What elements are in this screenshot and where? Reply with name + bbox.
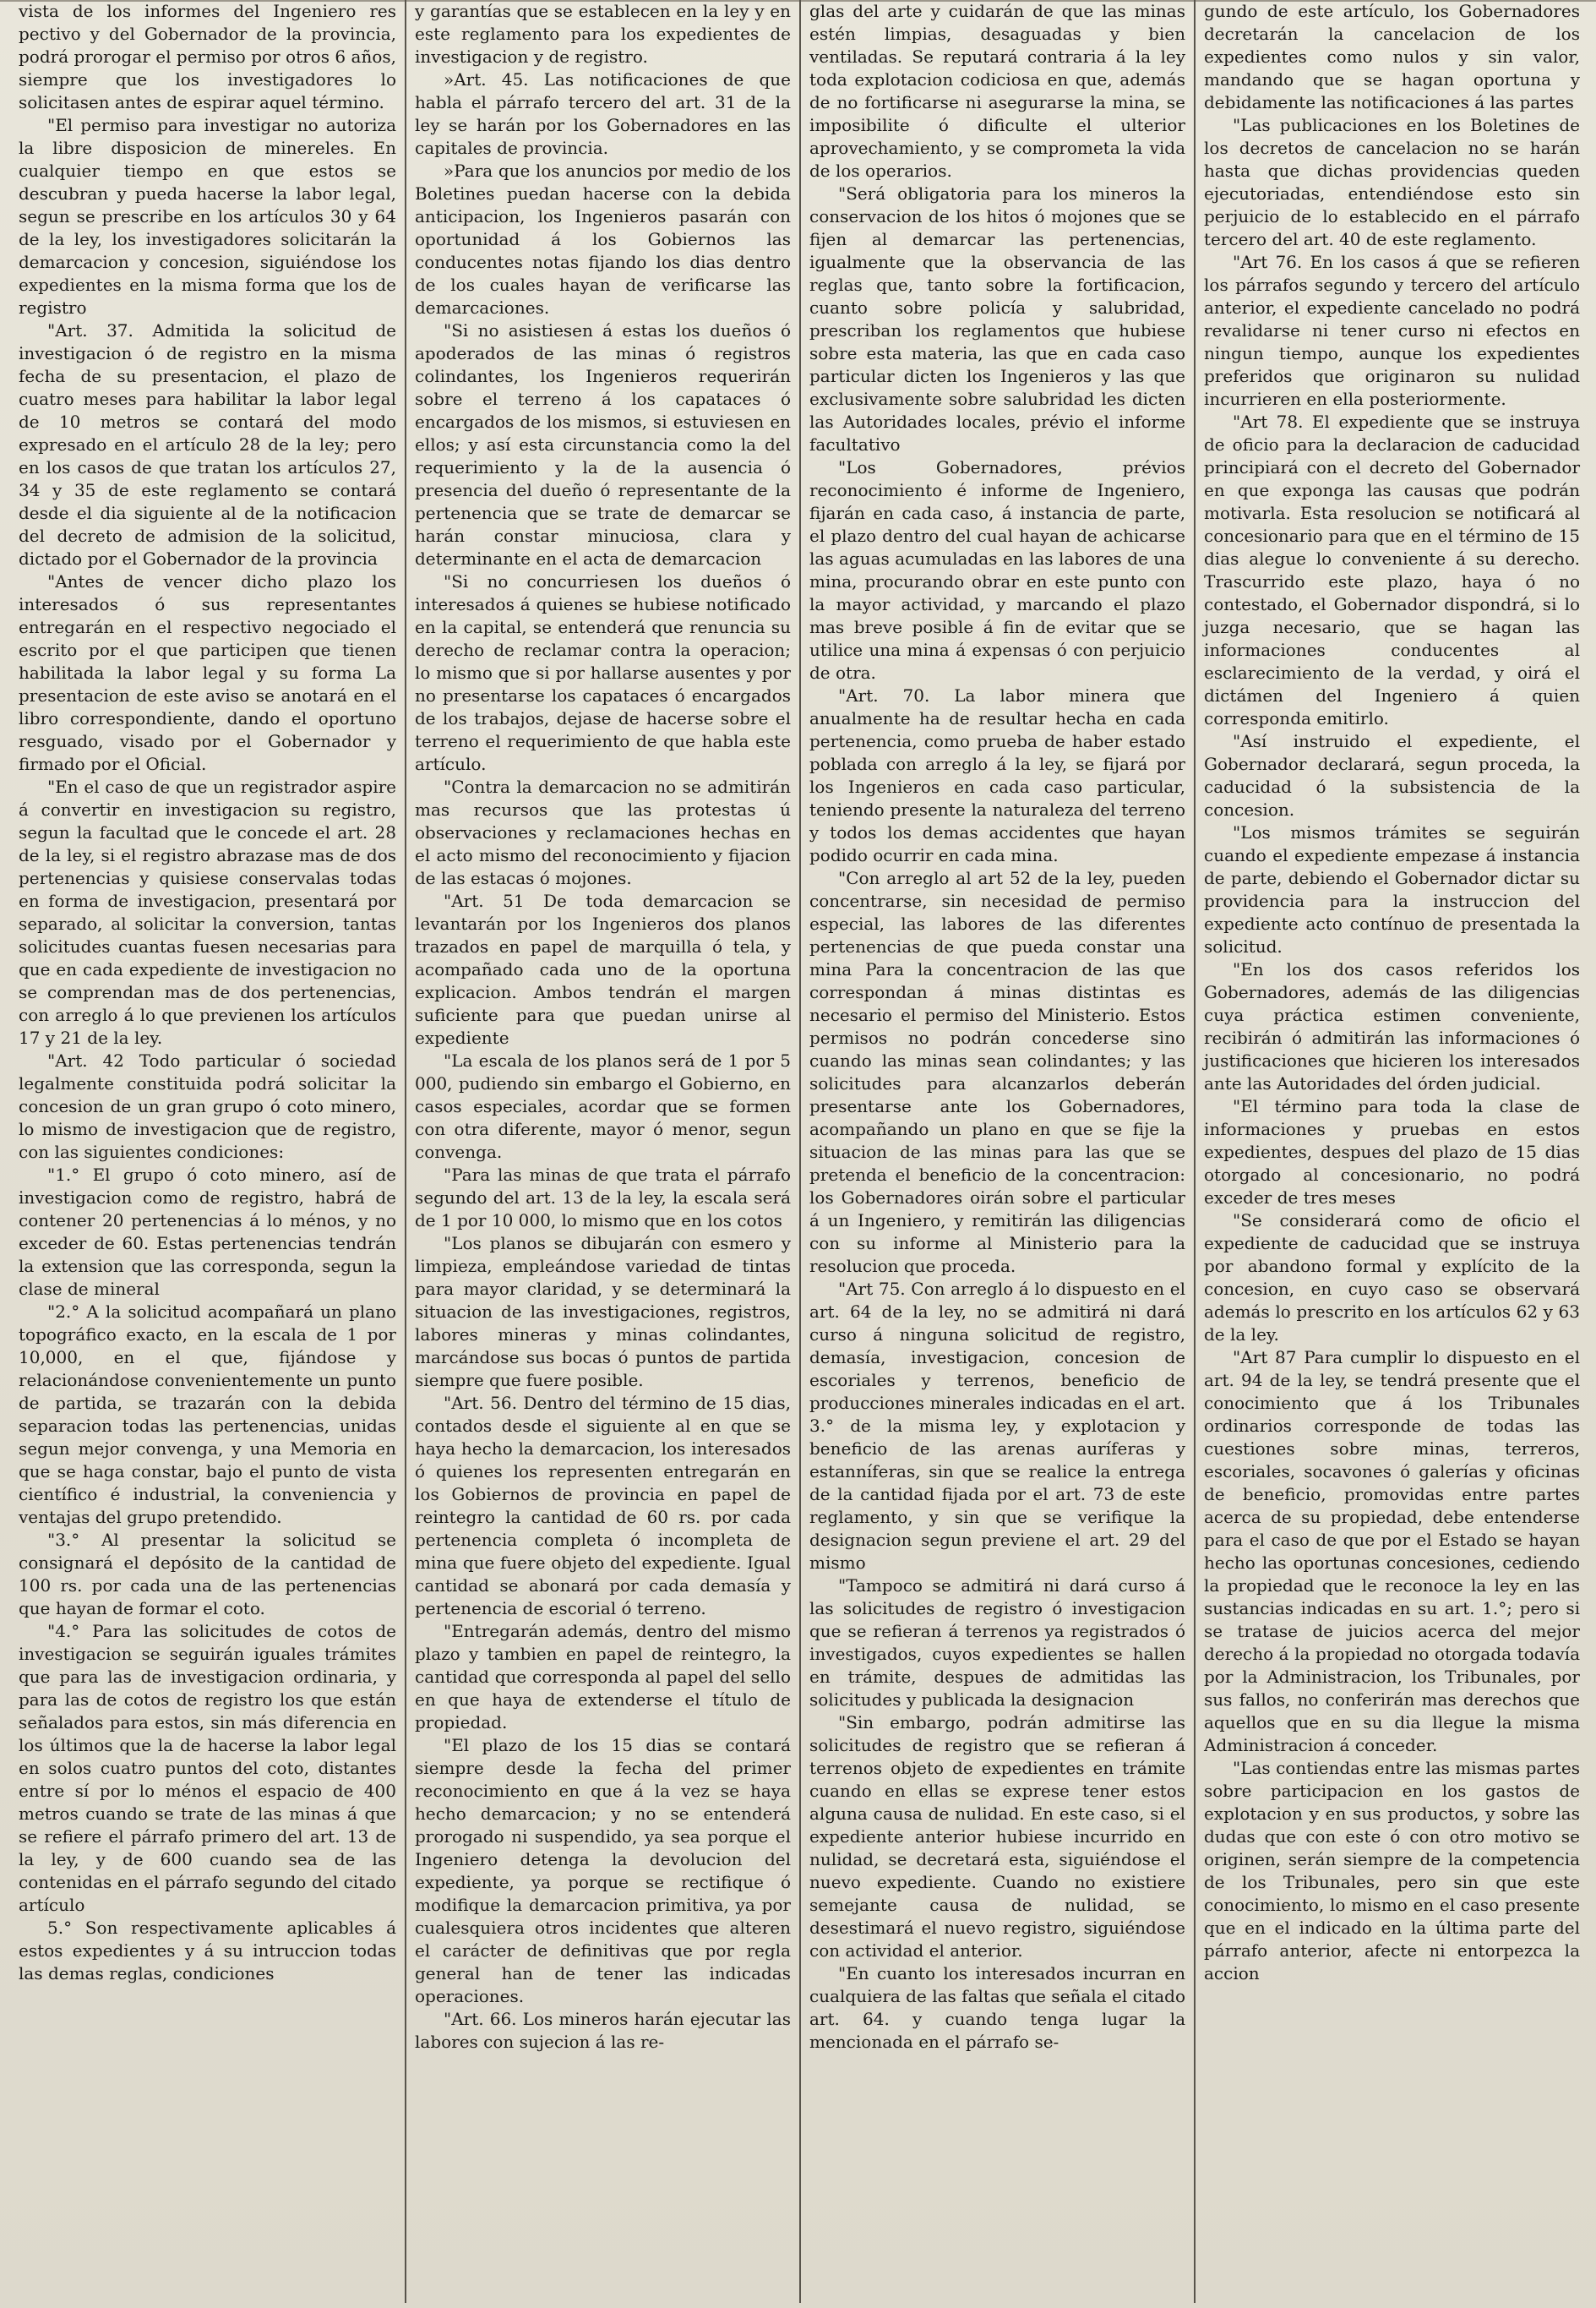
paragraph: "1.° El grupo ó coto minero, así de investigacion como de registro, habrá de contener 20 pertenencias á lo ménos, y no exceder de 60. Estas pertenencias tendrán la extension que las corresponda, segun la clase de mineral: [19, 1165, 396, 1299]
paragraph: "Contra la demarcacion no se admitirán mas recursos que las protestas ú observaciones y reclamaciones hechas en el acto mismo del reconocimiento y fijacion de las estacas ó mojones.: [415, 777, 791, 888]
paragraph: "Sin embargo, podrán admitirse las solicitudes de registro que se refieran á terrenos objeto de expedientes en trámite cuando en ellas se exprese tener estos alguna causa de nulidad. En este caso, si el expediente anterior hubiese incurrido en nulidad, se decretará esta, siguiéndose el nuevo expediente. Cuando no existiere semejante causa de nulidad, se desestimará el nuevo registro, siguiéndose con actividad el anterior.: [809, 1712, 1185, 1961]
paragraph: "Art. 56. Dentro del término de 15 dias, contados desde el siguiente al en que se haya hecho la demarcacion, los interesados ó quienes los representen entregarán en los Gobiernos de provincia en papel de reintegro la cantidad de 60 rs. por cada pertenencia completa ó incompleta de mina que fuere objeto del expediente. Igual cantidad se abonará por cada demasía y pertenencia de escorial ó terreno.: [415, 1393, 791, 1618]
column-3: [799, 0, 1194, 2303]
paragraph: glas del arte y cuidarán de que las minas estén limpias, desaguadas y bien ventiladas. Se reputará contraria á la ley toda explotacion codiciosa en que, además de no fortificarse ni asegurarse la mina, se imposibilite ó dificulte el ulterior aprovechamiento, y se comprometa la vida de los operarios.: [809, 1, 1185, 181]
paragraph: »Art. 45. Las notificaciones de que habla el párrafo tercero del art. 31 de la ley se harán por los Gobernadores en las capitales de provincia.: [415, 69, 791, 158]
column-1: [10, 0, 405, 2303]
paragraph: "En el caso de que un registrador aspire á convertir en investigacion su registro, segun la facultad que le concede el art. 28 de la ley, si el registro abrazase mas de dos pertenencias y quisiese conservalas todas en forma de investigacion, presentará por separado, al solicitar la conversion, tantas solicitudes cuantas fuesen necesarias para que en cada expediente de investigacion no se comprendan mas de dos pertenencias, con arreglo á lo que previenen los artículos 17 y 21 de la ley.: [19, 777, 396, 1048]
paragraph: "Art 78. El expediente que se instruya de oficio para la declaracion de caducidad principiará con el decreto del Gobernador en que exponga las causas que podrán motivarla. Esta resolucion se notificará al concesionario para que en el término de 15 dias alegue lo conveniente á su derecho. Trascurrido este plazo, haya ó no contestado, el Gobernador dispondrá, si lo juzga necesario, que se hagan las informaciones conducentes al esclarecimiento de la verdad, y oirá el dictámen del Ingeniero á quien corresponda emitirlo.: [1204, 412, 1580, 728]
paragraph: "Art. 70. La labor minera que anualmente ha de resultar hecha en cada pertenencia, como prueba de haber estado poblada con arreglo á la ley, se fijará por los Ingenieros en cada caso particular, teniendo presente la naturaleza del terreno y todos los demas accidentes que hayan podido ocurrir en cada mina.: [809, 685, 1185, 865]
paragraph: "El término para toda la clase de informaciones y pruebas en estos expedientes, despues del plazo de 15 dias otorgado al concesionario, no podrá exceder de tres meses: [1204, 1096, 1580, 1208]
column-2: [405, 0, 799, 2303]
paragraph: "Antes de vencer dicho plazo los interesados ó sus representantes entregarán en el respectivo negociado el escrito por el que participen que tienen habilitada la labor legal y su forma La presentacion de este aviso se anotará en el libro correspondiente, dando el oportuno resguado, visado por el Gobernador y firmado por el Oficial.: [19, 571, 396, 774]
paragraph: "Art. 51 De toda demarcacion se levantarán por los Ingenieros dos planos trazados en papel de marquilla ó tela, y acompañado cada uno de la oportuna explicacion. Ambos tendrán el margen suficiente para que puedan unirse al expediente: [415, 891, 791, 1048]
paragraph: y garantías que se establecen en la ley y en este reglamento para los expedientes de investigacion y de registro.: [415, 1, 791, 67]
paragraph: "El plazo de los 15 dias se contará siempre desde la fecha del primer reconocimiento en que á la vez se haya hecho demarcacion; y no se entenderá prorogado ni suspendido, ya sea porque el Ingeniero detenga la devolucion del expediente, ya porque se rectifique ó modifique la demarcacion primitiva, ya por cualesquiera otros incidentes que alteren el carácter de definitivas que por regla general han de tener las indicadas operaciones.: [415, 1735, 791, 2006]
paragraph: "Con arreglo al art 52 de la ley, pueden concentrarse, sin necesidad de permiso especial, las labores de las diferentes pertenencias de que pueda constar una mina Para la concentracion de las que correspondan á minas distintas es necesario el permiso del Ministerio. Estos permisos no podrán concederse sino cuando las minas sean colindantes; y las solicitudes para alcanzarlos deberán presentarse ante los Gobernadores, acompañando un plano en que se fije la situacion de las minas para las que se pretenda el beneficio de la concentracion: los Gobernadores oirán sobre el particular á un Ingeniero, y remitirán las diligencias con su informe al Ministerio para la resolucion que proceda.: [809, 868, 1185, 1276]
paragraph: "El permiso para investigar no autoriza la libre disposicion de minereles. En cualquier tiempo en que estos se descubran y pueda hacerse la labor legal, segun se prescribe en los artículos 30 y 64 de la ley, los investigadores solicitarán la demarcacion y concesion, siguiéndose los expedientes en la misma forma que los de registro: [19, 115, 396, 318]
paragraph: "Los planos se dibujarán con esmero y limpieza, empleándose variedad de tintas para mayor claridad, y se determinará la situacion de las investigaciones, registros, labores mineras y minas colindantes, marcándose sus bocas ó puntos de partida siempre que fuere posible.: [415, 1233, 791, 1390]
paragraph: "Los Gobernadores, prévios reconocimiento é informe de Ingeniero, fijarán en cada caso, á instancia de parte, el plazo dentro del cual hayan de achicarse las aguas acumuladas en las labores de una mina, procurando obrar en este punto con la mayor actividad, y marcando el plazo mas breve posible á fin de evitar que se utilice una mina á expensas ó con perjuicio de otra.: [809, 457, 1185, 683]
paragraph: "Art. 37. Admitida la solicitud de investigacion ó de registro en la misma fecha de su presentacion, el plazo de cuatro meses para habilitar la labor legal de 10 metros se contará del modo expresado en el artículo 28 de la ley; pero en los casos de que tratan los artículos 27, 34 y 35 de este reglamento se contará desde el dia siguiente al de la notificacion del decreto de admision de la solicitud, dictado por el Gobernador de la provincia: [19, 320, 396, 569]
paragraph: "3.° Al presentar la solicitud se consignará el depósito de la cantidad de 100 rs. por cada una de las pertenencias que hayan de formar el coto.: [19, 1530, 396, 1618]
paragraph: »Para que los anuncios por medio de los Boletines puedan hacerse con la debida anticipacion, los Ingenieros pasarán con oportunidad á los Gobiernos las conducentes notas fijando los dias dentro de los cuales hayan de verificarse las demarcaciones.: [415, 161, 791, 318]
paragraph: "Para las minas de que trata el párrafo segundo del art. 13 de la ley, la escala será de 1 por 10 000, lo mismo que en los cotos: [415, 1165, 791, 1230]
paragraph: 5.° Son respectivamente aplicables á estos expedientes y á su intruccion todas las demas reglas, condiciones: [19, 1918, 396, 1983]
paragraph: "Si no asistiesen á estas los dueños ó apoderados de las minas ó registros colindantes, los Ingenieros requerirán sobre el terreno á los capataces ó encargados de los mismos, si estuviesen en ellos; y así esta circunstancia como la del requerimiento y la de la ausencia ó presencia del dueño ó representante de la pertenencia que se trate de demarcar se harán constar minuciosa, clara y determinante en el acta de demarcacion: [415, 320, 791, 569]
paragraph: "Tampoco se admitirá ni dará curso á las solicitudes de registro ó investigacion que se refieran á terrenos ya registrados ó investigados, cuyos expedientes se hallen en trámite, despues de admitidas las solicitudes y publicada la designacion: [809, 1575, 1185, 1710]
paragraph: "En los dos casos referidos los Gobernadores, además de las diligencias cuya práctica estimen conveniente, recibirán ó admitirán las informaciones ó justificaciones que hicieren los interesados ante las Autoridades del órden judicial.: [1204, 959, 1580, 1094]
column-4: [1194, 0, 1588, 2303]
paragraph: "Art. 66. Los mineros harán ejecutar las labores con sujecion á las re-: [415, 2009, 791, 2052]
paragraph: "Art 75. Con arreglo á lo dispuesto en el art. 64 de la ley, no se admitirá ni dará curso á ninguna solicitud de registro, demasía, investigacion, concesion de escoriales y terrenos, beneficio de producciones minerales indicadas en el art. 3.° de la misma ley, y explotacion y beneficio de las arenas auríferas y estanníferas, sin que se realice la entrega de la cantidad fijada por el art. 73 de este reglamento, y sin que se verifique la designacion segun previene el art. 29 del mismo: [809, 1279, 1185, 1573]
paragraph: "Los mismos trámites se seguirán cuando el expediente empezase á instancia de parte, debiendo el Gobernador dictar su providencia para la instruccion del expediente acto contínuo de presentada la solicitud.: [1204, 822, 1580, 957]
paragraph: "Art 87 Para cumplir lo dispuesto en el art. 94 de la ley, se tendrá presente que el conocimiento que á los Tribunales ordinarios corresponde de todas las cuestiones sobre minas, terreros, escoriales, socavones ó galerías y oficinas de beneficio, promovidas entre partes acerca de su propiedad, debe entenderse para el caso de que por el Estado se hayan hecho las oportunas concesiones, cediendo la propiedad que le reconoce la ley en las sustancias indicadas en su art. 1.°; pero si se tratase de juicios acerca del mejor derecho á la propiedad no otorgada todavía por la Administracion, los Tribunales, por sus fallos, no conferirán mas derechos que aquellos que en su dia llegue la misma Administracion á conceder.: [1204, 1347, 1580, 1755]
text-columns: [10, 0, 1589, 2303]
paragraph: "Las contiendas entre las mismas partes sobre participacion en los gastos de explotacion y en sus productos, y sobre las dudas que con este ó con otro motivo se originen, serán siempre de la competencia de los Tribunales, pero sin que este conocimiento, lo mismo en el caso presente que en el indicado en la última parte del párrafo anterior, afecte ni entorpezca la accion: [1204, 1758, 1580, 1983]
paragraph: gundo de este artículo, los Gobernadores decretarán la cancelacion de los expedientes como nulos y sin valor, mandando que se hagan oportuna y debidamente las notificaciones á las partes: [1204, 1, 1580, 112]
paragraph: "Así instruido el expediente, el Gobernador declarará, segun proceda, la caducidad ó la subsistencia de la concesion.: [1204, 731, 1580, 820]
paragraph: "En cuanto los interesados incurran en cualquiera de las faltas que señala el citado art. 64. y cuando tenga lugar la mencionada en el párrafo se-: [809, 1963, 1185, 2052]
paragraph: "Art 76. En los casos á que se refieren los párrafos segundo y tercero del artículo anterior, el expediente cancelado no podrá revalidarse ni tener curso ni efectos en ningun tiempo, aunque los expedientes preferidos que originaron su nulidad incurrieren en ella posteriormente.: [1204, 252, 1580, 409]
paragraph: "La escala de los planos será de 1 por 5 000, pudiendo sin embargo el Gobierno, en casos especiales, acordar que se formen con otra diferente, mayor ó menor, segun convenga.: [415, 1050, 791, 1162]
paragraph: "Entregarán además, dentro del mismo plazo y tambien en papel de reintegro, la cantidad que corresponda al papel del sello en que haya de extenderse el título de propiedad.: [415, 1621, 791, 1732]
paragraph: "Será obligatoria para los mineros la conservacion de los hitos ó mojones que se fijen al demarcar las pertenencias, igualmente que la observancia de las reglas que, tanto sobre la fortificacion, cuanto sobre policía y salubridad, prescriban los reglamentos que hubiese sobre esta materia, las que en cada caso particular dicten los Ingenieros y las que exclusivamente sobre salubridad les dicten las Autoridades locales, prévio el informe facultativo: [809, 183, 1185, 455]
paragraph: "Se considerará como de oficio el expediente de caducidad que se instruya por abandono formal y explícito de la concesion, en cuyo caso se observará además lo prescrito en los artículos 62 y 63 de la ley.: [1204, 1210, 1580, 1345]
paragraph: "Las publicaciones en los Boletines de los decretos de cancelacion no se harán hasta que dichas providencias queden ejecutoriadas, entendiéndose esto sin perjuicio de lo establecido en el párrafo tercero del art. 40 de este reglamento.: [1204, 115, 1580, 249]
paragraph: "2.° A la solicitud acompañará un plano topográfico exacto, en la escala de 1 por 10,000, en el que, fijándose y relacionándose convenientemente un punto de partida, se trazarán con la debida separacion todas las pertenencias, unidas segun mejor convenga, y una Memoria en que se haga constar, bajo el punto de vista científico é industrial, la conveniencia y ventajas del grupo pretendido.: [19, 1301, 396, 1527]
paragraph: "4.° Para las solicitudes de cotos de investigacion se seguirán iguales trámites que para las de investigacion ordinaria, y para las de cotos de registro los que están señalados para estos, sin más diferencia en los últimos que la de hacerse la labor legal en solos cuatro puntos del coto, distantes entre sí por lo ménos el espacio de 400 metros cuando se trate de las minas á que se refiere el párrafo primero del art. 13 de la ley, y de 600 cuando sea de las contenidas en el párrafo segundo del citado artículo: [19, 1621, 396, 1915]
paragraph: "Si no concurriesen los dueños ó interesados á quienes se hubiese notificado en la capital, se entenderá que renuncia su derecho de reclamar contra la operacion; lo mismo que si por hallarse ausentes y por no presentarse los capataces ó encargados de los trabajos, dejase de hacerse sobre el terreno el requerimiento de que habla este artículo.: [415, 571, 791, 774]
paragraph: "Art. 42 Todo particular ó sociedad legalmente constituida podrá solicitar la concesion de un gran grupo ó coto minero, lo mismo de investigacion que de registro, con las siguientes condiciones:: [19, 1050, 396, 1162]
paragraph: vista de los informes del Ingeniero res pectivo y del Gobernador de la provincia, podrá prorogar el permiso por otros 6 años, siempre que los investigadores lo solicitasen antes de espirar aquel término.: [19, 1, 396, 112]
